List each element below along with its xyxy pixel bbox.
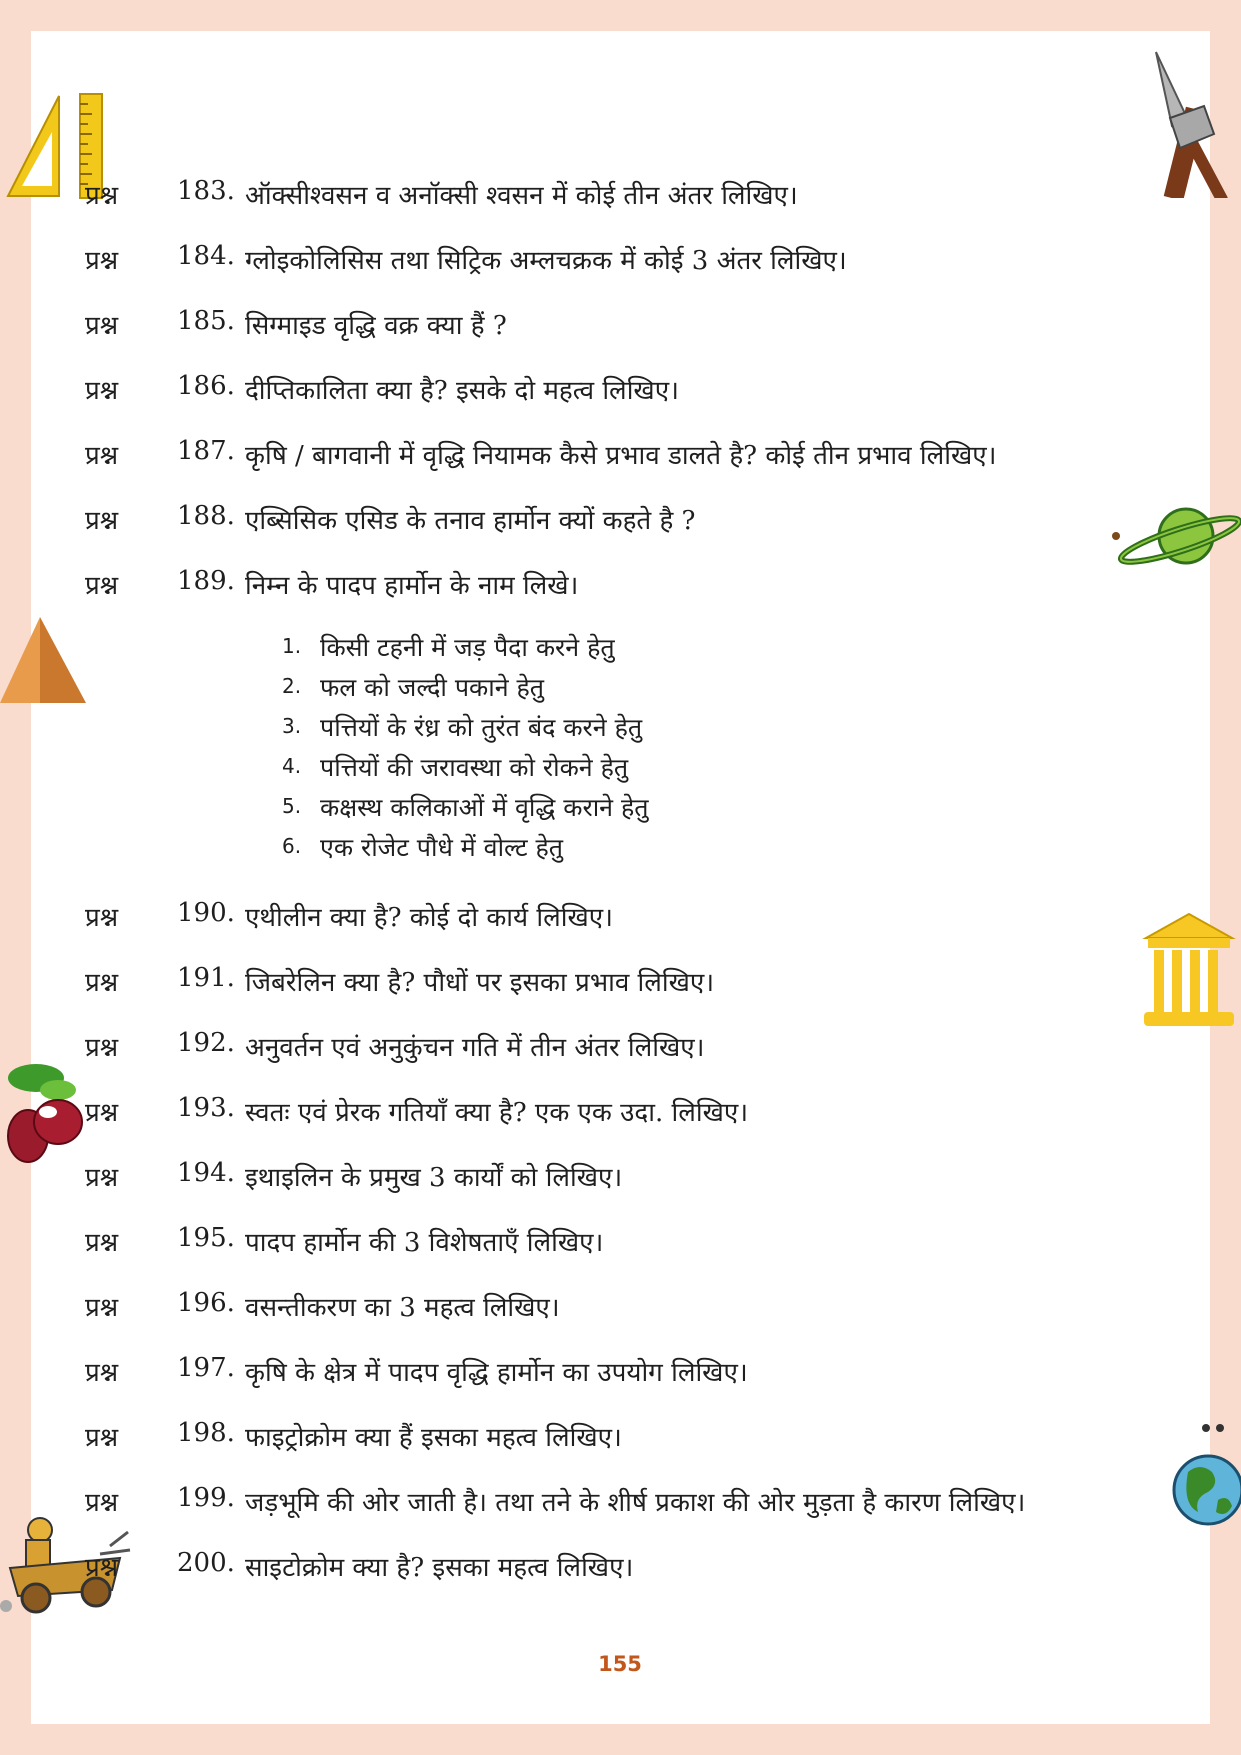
question-194 <box>0 1158 1241 1198</box>
question-label: प्रश्न <box>85 1423 119 1453</box>
question-label: प्रश्न <box>85 506 119 536</box>
sublist-item <box>0 710 1241 746</box>
question-text: फाइट्रोक्रोम क्या हैं इसका महत्व लिखिए। <box>245 1423 622 1453</box>
question-label: प्रश्न <box>85 1163 119 1193</box>
sublist-number: 4. <box>282 754 302 778</box>
question-number: 194. <box>177 1158 235 1188</box>
question-189 <box>0 566 1241 606</box>
question-183 <box>0 176 1241 216</box>
question-text: दीप्तिकालिता क्या है? इसके दो महत्व लिखिए। <box>245 376 679 406</box>
question-label: प्रश्न <box>85 1098 119 1128</box>
question-number: 187. <box>177 436 235 466</box>
sublist-number: 6. <box>282 834 302 858</box>
question-text: साइटोक्रोम क्या है? इसका महत्व लिखिए। <box>245 1553 634 1583</box>
question-number: 184. <box>177 241 235 271</box>
question-label: प्रश्न <box>85 1488 119 1518</box>
sublist-number: 1. <box>282 634 302 658</box>
sublist-item <box>0 830 1241 866</box>
question-number: 190. <box>177 898 235 928</box>
question-label: प्रश्न <box>85 441 119 471</box>
question-191 <box>0 963 1241 1003</box>
sublist-item <box>0 630 1241 666</box>
question-number: 193. <box>177 1093 235 1123</box>
question-192 <box>0 1028 1241 1068</box>
question-text: कृषि के क्षेत्र में पादप वृद्धि हार्मोन का उपयोग लिखिए। <box>245 1358 748 1388</box>
question-186 <box>0 371 1241 411</box>
sublist-item <box>0 790 1241 826</box>
question-text: अनुवर्तन एवं अनुकुंचन गति में तीन अंतर लिखिए। <box>245 1033 705 1063</box>
question-199 <box>0 1483 1241 1523</box>
question-label: प्रश्न <box>85 1293 119 1323</box>
question-number: 185. <box>177 306 235 336</box>
question-label: प्रश्न <box>85 1358 119 1388</box>
question-190 <box>0 898 1241 938</box>
sublist-text: कक्षस्थ कलिकाओं में वृद्धि कराने हेतु <box>320 793 649 822</box>
question-label: प्रश्न <box>85 968 119 998</box>
question-text: पादप हार्मोन की 3 विशेषताएँ लिखिए। <box>245 1228 604 1258</box>
question-200 <box>0 1548 1241 1588</box>
sublist-number: 5. <box>282 794 302 818</box>
question-text: स्वतः एवं प्रेरक गतियाँ क्या है? एक एक उदा. लिखिए। <box>245 1098 749 1128</box>
sublist-text: पत्तियों के रंध्र को तुरंत बंद करने हेतु <box>320 713 643 742</box>
sublist-text: किसी टहनी में जड़ पैदा करने हेतु <box>320 633 615 662</box>
question-number: 186. <box>177 371 235 401</box>
question-number: 188. <box>177 501 235 531</box>
question-number: 200. <box>177 1548 235 1578</box>
question-text: कृषि / बागवानी में वृद्धि नियामक कैसे प्रभाव डालते है? कोई तीन प्रभाव लिखिए। <box>245 441 997 471</box>
question-label: प्रश्न <box>85 311 119 341</box>
question-text: निम्न के पादप हार्मोन के नाम लिखे। <box>245 571 579 601</box>
page-number: 155 <box>598 1652 642 1676</box>
question-label: प्रश्न <box>85 1033 119 1063</box>
question-193 <box>0 1093 1241 1133</box>
question-195 <box>0 1223 1241 1263</box>
question-number: 195. <box>177 1223 235 1253</box>
question-text: जड़भूमि की ओर जाती है। तथा तने के शीर्ष प्रकाश की ओर मुड़ता है कारण लिखिए। <box>245 1488 1026 1518</box>
question-text: सिग्माइड वृद्धि वक्र क्या हैं ? <box>245 311 507 341</box>
question-197 <box>0 1353 1241 1393</box>
sublist-text: फल को जल्दी पकाने हेतु <box>320 673 545 702</box>
question-text: एथीलीन क्या है? कोई दो कार्य लिखिए। <box>245 903 613 933</box>
sublist-text: पत्तियों की जरावस्था को रोकने हेतु <box>320 753 629 782</box>
question-number: 191. <box>177 963 235 993</box>
question-number: 199. <box>177 1483 235 1513</box>
question-label: प्रश्न <box>85 376 119 406</box>
question-188 <box>0 501 1241 541</box>
question-198 <box>0 1418 1241 1458</box>
question-label: प्रश्न <box>85 246 119 276</box>
page-sheet <box>31 31 1210 1724</box>
question-184 <box>0 241 1241 281</box>
question-text: एब्सिसिक एसिड के तनाव हार्मोन क्यों कहते है ? <box>245 506 696 536</box>
question-number: 183. <box>177 176 235 206</box>
question-text: जिबरेलिन क्या है? पौधों पर इसका प्रभाव लिखिए। <box>245 968 715 998</box>
sublist-text: एक रोजेट पौधे में वोल्ट हेतु <box>320 833 564 862</box>
sublist-item <box>0 750 1241 786</box>
question-label: प्रश्न <box>85 903 119 933</box>
sublist-item <box>0 670 1241 706</box>
question-number: 189. <box>177 566 235 596</box>
question-label: प्रश्न <box>85 571 119 601</box>
question-number: 198. <box>177 1418 235 1448</box>
question-196 <box>0 1288 1241 1328</box>
question-185 <box>0 306 1241 346</box>
question-number: 196. <box>177 1288 235 1318</box>
question-label: प्रश्न <box>85 1228 119 1258</box>
question-187 <box>0 436 1241 476</box>
question-number: 192. <box>177 1028 235 1058</box>
question-label: प्रश्न <box>85 1553 119 1583</box>
question-number: 197. <box>177 1353 235 1383</box>
question-text: इथाइलिन के प्रमुख 3 कार्यों को लिखिए। <box>245 1163 623 1193</box>
question-text: ऑक्सीश्वसन व अनॉक्सी श्वसन में कोई तीन अंतर लिखिए। <box>245 181 798 211</box>
sublist-number: 3. <box>282 714 302 738</box>
question-label: प्रश्न <box>85 181 119 211</box>
question-text: वसन्तीकरण का 3 महत्व लिखिए। <box>245 1293 560 1323</box>
question-text: ग्लोइकोलिसिस तथा सिट्रिक अम्लचक्रक में कोई 3 अंतर लिखिए। <box>245 246 847 276</box>
sublist-number: 2. <box>282 674 302 698</box>
